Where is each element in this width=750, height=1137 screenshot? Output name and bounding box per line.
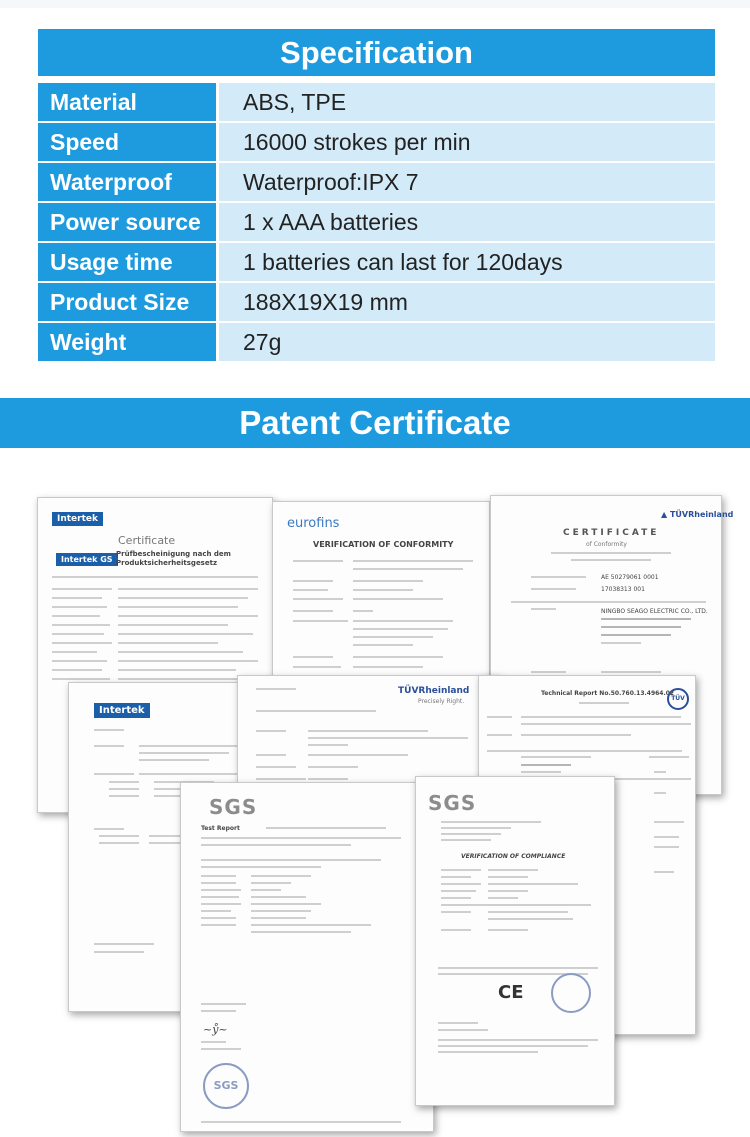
spec-row [38,83,715,123]
certificate-heading: CERTIFICATE [563,528,660,538]
spec-row [38,283,715,323]
technical-report-title: Technical Report No.50.760.13.4964.02 [541,690,675,697]
spec-row [38,123,715,163]
ce-mark: CE [498,982,524,1003]
tuv-badge: TÜV [667,688,689,710]
certificate-collage [0,470,750,1137]
certificate-subheading: of Conformity [586,541,627,548]
spec-value-power-source: 1 x AAA batteries [219,203,715,241]
spec-row [38,323,715,363]
top-strip [0,0,750,8]
spec-label-usage-time: Usage time [38,243,216,281]
sgs-verification [415,776,615,1106]
sgs-logo: SGS [428,791,477,815]
spec-value-product-size: 188X19X19 mm [219,283,715,321]
spec-value-usage-time: 1 batteries can last for 120days [219,243,715,281]
signature: ~ẙ~ [203,1023,228,1036]
report-number: 17038313 001 [601,586,645,593]
patent-title: Patent Certificate [0,398,750,448]
spec-value-waterproof: Waterproof:IPX 7 [219,163,715,201]
intertek-logo: Intertek [94,703,150,718]
tuv-tagline: Precisely Right. [418,698,465,705]
sgs-seal: SGS [203,1063,249,1109]
spec-value-material: ABS, TPE [219,83,715,121]
spec-value-speed: 16000 strokes per min [219,123,715,161]
eurofins-logo: eurofins [287,516,340,531]
spec-row [38,243,715,283]
spec-table [38,83,715,363]
registration-number: AE 50279061 0001 [601,574,659,581]
verification-title: VERIFICATION OF COMPLIANCE [461,853,566,860]
spec-label-power-source: Power source [38,203,216,241]
intertek-small-logo: Intertek GS [56,553,118,566]
tuv-logo: ▲ TÜVRheinland [661,510,734,519]
intertek-logo: Intertek [52,512,103,526]
test-report-title: Test Report [201,825,240,832]
spec-row [38,203,715,243]
sgs-seal [551,973,591,1013]
certificate-heading: Certificate [118,534,176,547]
spec-label-product-size: Product Size [38,283,216,321]
holder-name: NINGBO SEAGO ELECTRIC CO., LTD. [601,608,708,615]
spec-value-weight: 27g [219,323,715,361]
sgs-logo: SGS [209,795,258,819]
certificate-subheading: Prüfbescheinigung nach dem Produktsicherheitsgesetz [116,550,231,567]
spec-label-weight: Weight [38,323,216,361]
verification-heading: VERIFICATION OF CONFORMITY [313,540,454,549]
spec-label-speed: Speed [38,123,216,161]
tuv-logo: TÜVRheinland [398,686,470,696]
spec-title: Specification [38,29,715,76]
spec-label-material: Material [38,83,216,121]
spec-row [38,163,715,203]
sgs-test-report [180,782,434,1132]
spec-label-waterproof: Waterproof [38,163,216,201]
